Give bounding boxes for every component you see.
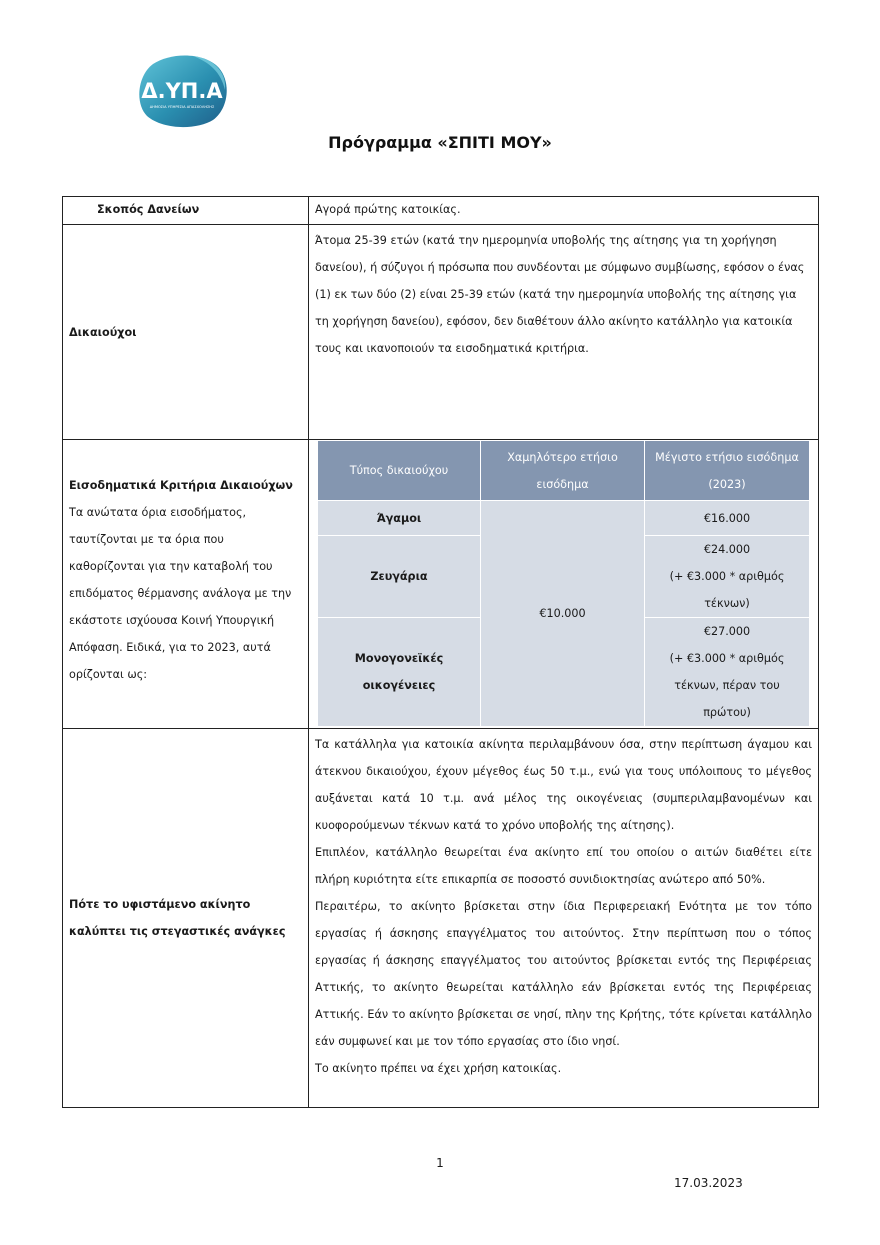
housing-value-cell <box>309 729 819 1108</box>
housing-p2: Επιπλέον, κατάλληλο θεωρείται ένα ακίνητο επί του οποίου ο αιτών διαθέτει είτε πλήρη κυριότητα είτε επικαρπία σε ποσοστό συνιδιοκτησίας ανώτερο από 50%. <box>315 846 812 886</box>
income-label-cell <box>63 440 309 729</box>
type-single-parent: Μονογονεϊκές οικογένειες <box>318 618 481 727</box>
income-table-header <box>318 441 810 501</box>
purpose-value: Αγορά πρώτης κατοικίας. <box>315 203 461 216</box>
header-type: Τύπος δικαιούχου <box>318 441 481 501</box>
max-income-single-parent-value: €27.000 <box>703 625 751 638</box>
purpose-row <box>63 197 819 225</box>
beneficiaries-value: Άτομα 25-39 ετών (κατά την ημερομηνία υποβολής της αίτησης για τη χορήγηση δανείου), ή σύζυγοι ή πρόσωπα που συνδέονται με σύμφωνο συμβίωσης, εφόσον ο ένας (1) εκ των δύο (2) είναι 25-39 ετών (κατά την ημερομηνία υποβολής της αίτησης για τη χορήγηση δανείου), εφόσον, δεν διαθέτουν άλλο ακίνητο κατάλληλο για κατοικία τους και ικανοποιούν τα εισοδηματικά κριτήρια. <box>315 234 805 355</box>
beneficiaries-label: Δικαιούχοι <box>69 325 137 339</box>
beneficiaries-row <box>63 225 819 440</box>
max-income-single-parent-note: (+ €3.000 * αριθμός τέκνων, πέραν του πρώτου) <box>669 652 785 719</box>
max-income-couples <box>645 536 810 618</box>
header-min-income: Χαμηλότερο ετήσιο εισόδημα <box>481 441 645 501</box>
income-row <box>63 440 819 729</box>
beneficiaries-value-cell <box>309 225 819 440</box>
beneficiaries-label-cell <box>63 225 309 440</box>
purpose-value-cell <box>309 197 819 225</box>
max-income-couples-value: €24.000 <box>703 543 751 556</box>
housing-label-cell <box>63 729 309 1108</box>
housing-label: Πότε το υφιστάμενο ακίνητο καλύπτει τις στεγαστικές ανάγκες <box>69 898 286 938</box>
purpose-label: Σκοπός Δανείων <box>97 203 200 216</box>
housing-row <box>63 729 819 1108</box>
logo-text: Δ.ΥΠ.Α <box>141 79 223 103</box>
housing-p3: Περαιτέρω, το ακίνητο βρίσκεται στην ίδια Περιφερειακή Ενότητα με τον τόπο εργασίας ή άσκησης επαγγέλματος του αιτούντος. Στην περίπτωση που ο τόπος εργασίας ή άσκησης επαγγέλματος του αιτούντος βρίσκεται εντός της Περιφέρειας Αττικής, το ακίνητο θεωρείται κατάλληλο εάν βρίσκεται εντός της Περιφέρειας Αττικής. Εάν το ακίνητο βρίσκεται σε νησί, πλην της Κρήτης, τότε κρίνεται κατάλληλο εάν συμφωνεί και με τον τόπο εργασίας στο ίδιο νησί. <box>315 900 812 1048</box>
table-row <box>318 501 810 536</box>
income-table-cell <box>309 440 819 729</box>
page-number: 1 <box>436 1156 444 1170</box>
min-income-value: €10.000 <box>481 501 645 727</box>
max-income-couples-note: (+ €3.000 * αριθμός τέκνων) <box>669 570 785 610</box>
page-title: Πρόγραμμα «ΣΠΙΤΙ ΜΟΥ» <box>328 133 552 152</box>
income-label: Εισοδηματικά Κριτήρια Δικαιούχων <box>69 479 293 492</box>
purpose-label-cell <box>63 197 309 225</box>
income-criteria-table <box>317 440 810 727</box>
type-couples: Ζευγάρια <box>318 536 481 618</box>
housing-p1: Τα κατάλληλα για κατοικία ακίνητα περιλαμβάνουν όσα, στην περίπτωση άγαμου και άτεκνου δικαιούχου, έχουν μέγεθος έως 50 τ.μ., ενώ για τους υπόλοιπους το μέγεθος αυξάνεται κατά 10 τ.μ. ανά μέλος της οικογένειας (συμπεριλαμβανομένων και κυοφορούμενων τέκνων κατά το χρόνο υποβολής της αίτησης). <box>315 738 812 832</box>
max-income-single: €16.000 <box>645 501 810 536</box>
type-single: Άγαμοι <box>318 501 481 536</box>
header-max-income: Μέγιστο ετήσιο εισόδημα (2023) <box>645 441 810 501</box>
dypa-logo <box>133 50 231 130</box>
logo-subtitle: ΔΗΜΟΣΙΑ ΥΠΗΡΕΣΙΑ ΑΠΑΣΧΟΛΗΣΗΣ <box>149 105 215 109</box>
footer-date: 17.03.2023 <box>674 1176 743 1190</box>
max-income-single-parent <box>645 618 810 727</box>
program-table <box>62 196 819 1108</box>
income-description: Τα ανώτατα όρια εισοδήματος, ταυτίζονται με τα όρια που καθορίζονται για την καταβολή του επιδόματος θέρμανσης ανάλογα με την εκάστοτε ισχύουσα Κοινή Υπουργική Απόφαση. Ειδικά, για το 2023, αυτά ορίζονται ως: <box>69 506 292 681</box>
housing-p4: Το ακίνητο πρέπει να έχει χρήση κατοικίας. <box>315 1062 562 1075</box>
